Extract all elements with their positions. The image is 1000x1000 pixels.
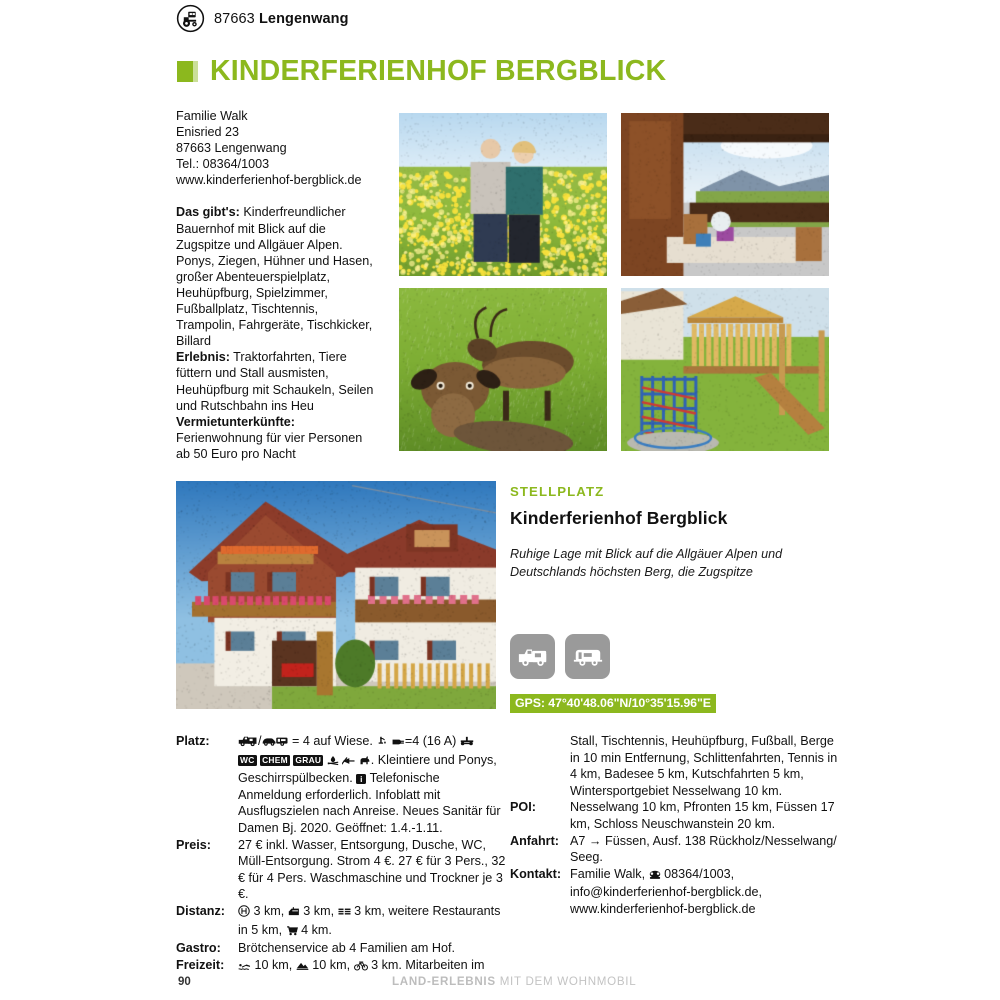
spec-label: Anfahrt: [510, 833, 559, 848]
spec-row-distanz [176, 903, 506, 940]
spec-label: Gastro: [176, 941, 221, 956]
bicycle-icon [354, 959, 368, 976]
campfire-icon [327, 754, 339, 771]
info-section-text: Ferienwohnung für vier Personen ab 50 Euro pro Nacht [176, 430, 363, 461]
photo-farmhouse [176, 481, 496, 709]
spec-value: Nesselwang 10 km, Pfronten 15 km, Füssen 17 km, Schloss Neuschwanstein 20 km. [570, 800, 835, 831]
info-section-label: Das gibt's: [176, 205, 240, 220]
photo-balcony-view [621, 113, 829, 276]
stellplatz-icon-row [510, 634, 610, 679]
footer-brand-bold: LAND-ERLEBNIS [392, 975, 496, 988]
gps-badge: GPS: 47°40'48.06"N/10°35'15.96"E [510, 694, 716, 713]
contact-name: Familie Walk, [570, 866, 649, 881]
platz-count-text: = 4 auf Wiese. [288, 734, 377, 748]
platz-tail-text: Telefonische Anmeldung erforderlich. Infoblatt mit Ausflugszielen nach Anreise. Neues Sanitär für Damen Bj. 2020. Geöffnet: 1.4.-1.11. [238, 771, 501, 835]
spec-value [238, 957, 506, 976]
tag-wc: WC [240, 754, 255, 765]
power-text: =4 (16 A) [404, 734, 460, 748]
address-block [176, 108, 376, 188]
swimming-icon [238, 959, 251, 976]
disposal-icon [460, 735, 474, 752]
info-section-text: Traktorfahrten, Tiere füttern und Stall ausmisten, Heuhüpfburg mit Schaukeln, Seilen und Rutschbahn ins Heu [176, 350, 374, 413]
address-line: Tel.: 08364/1003 [176, 157, 270, 172]
telephone-icon [649, 868, 661, 885]
spec-label: Kontakt: [510, 866, 562, 881]
tag-chem: CHEM [262, 754, 288, 765]
info-section-erlebnis [176, 349, 376, 413]
spec-row-freizeit-continued [510, 733, 845, 799]
address-website[interactable]: www.kinderferienhof-bergblick.de [176, 173, 362, 188]
info-section-vermietunterkuenfte [176, 414, 376, 462]
tractor-icon [176, 4, 205, 33]
info-section-label: Erlebnis: [176, 350, 230, 365]
bus-stop-icon [238, 905, 250, 922]
restaurant-icon [338, 905, 351, 922]
car-caravan-icon [262, 735, 289, 752]
stellplatz-kicker: STELLPLATZ [510, 484, 605, 499]
sep-slash: / [258, 734, 262, 748]
hiking-icon [296, 959, 309, 976]
spec-label: Distanz: [176, 903, 225, 918]
contact-details: 08364/1003, info@kinderferienhof-bergblick.de, www.kinderferienhof-bergblick.de [570, 866, 762, 916]
stellplatz-title: Kinderferienhof Bergblick [510, 508, 728, 528]
leisure-text: 10 km, [308, 957, 354, 972]
power-plug-icon [391, 735, 405, 752]
spec-table-left [176, 733, 506, 975]
motorhome-small-icon [238, 735, 258, 752]
footer-brand [392, 975, 636, 988]
page-title [177, 57, 666, 86]
info-box-icon: i [356, 774, 366, 784]
spec-row-platz [176, 733, 506, 837]
caravan-icon [565, 634, 610, 679]
spec-row-kontakt [510, 866, 845, 918]
bakery-icon [288, 905, 300, 922]
title-text: KINDERFERIENHOF BERGBLICK [210, 55, 667, 87]
photo-playground [621, 288, 829, 451]
title-square-icon [177, 61, 198, 82]
footer-brand-rest: MIT DEM WOHNMOBIL [495, 975, 637, 988]
shopping-cart-icon [286, 924, 298, 941]
spec-value [238, 903, 506, 940]
info-section-text: Kinderfreundlicher Bauernhof mit Blick auf die Zugspitze und Allgäuer Alpen. Ponys, Ziegen, Hühner und Hasen, großer Abenteuerspielplatz, Heuhüpfburg, Spielzimmer, Fußballplatz, Tischtennis, Trampolin, Fahrgeräte, Tischkicker, Billard [176, 205, 373, 349]
water-tap-icon [376, 735, 387, 752]
motorhome-icon [510, 634, 555, 679]
info-column [176, 108, 376, 462]
address-line: Familie Walk [176, 109, 248, 123]
spec-value: 27 € inkl. Wasser, Entsorgung, Dusche, WC, Müll-Entsorgung. Strom 4 €. 27 € für 3 Pers., 32 € für 4 Pers. Waschmaschine und Trockner je 3 €. [238, 837, 506, 902]
spec-label: Preis: [176, 837, 212, 852]
spec-row-preis [176, 837, 506, 903]
spec-value: Stall, Tischtennis, Heuhüpfburg, Fußball, Berge in 10 min Entfernung, Schlittenfahrten, Tennis in 4 km, Badesee 5 km, Kutschfahrten 5 km, Wintersportgebiet Nesselwang 10 km. [570, 734, 838, 798]
page-number: 90 [178, 976, 191, 988]
photo-couple-in-meadow [399, 113, 607, 276]
spec-row-anfahrt [510, 833, 845, 866]
location-label [214, 11, 349, 27]
location-header [176, 4, 349, 33]
spec-label: Platz: [176, 734, 210, 748]
info-section-das-gibts [176, 204, 376, 349]
photo-goats [399, 288, 607, 451]
spec-value: A7 → Füssen, Ausf. 138 Rückholz/Nesselwang/ Seeg. [570, 833, 837, 865]
spec-label: Freizeit: [176, 957, 225, 972]
distance-text: 3 km, weitere Restaurants in 5 km, [238, 903, 501, 937]
address-line: 87663 Lengenwang [176, 141, 287, 156]
no-fishing-icon [342, 754, 355, 771]
spec-row-poi [510, 799, 845, 832]
spec-value [570, 866, 845, 918]
leisure-text: 10 km, [251, 957, 296, 972]
place-name: Lengenwang [258, 10, 349, 27]
distance-text: 3 km, [299, 903, 338, 918]
stellplatz-subtitle: Ruhige Lage mit Blick auf die Allgäuer Alpen und Deutschlands höchsten Berg, die Zugspitze [510, 547, 783, 579]
spec-row-freizeit [176, 957, 506, 976]
pony-icon [359, 754, 371, 771]
info-section-label: Vermietunterkünfte: [176, 414, 295, 429]
spec-table-right [510, 733, 845, 918]
platz-extra-text: . Kleintiere und Ponys, Geschirrspülbecken. [238, 752, 497, 786]
distance-text: 3 km, [250, 903, 288, 918]
leisure-text: 3 km. Mitarbeiten im [367, 957, 485, 972]
distance-text: 4 km. [297, 922, 332, 937]
spec-row-gastro [176, 940, 506, 957]
tag-grau: GRAU [295, 754, 322, 765]
postal-code: 87663 [214, 10, 255, 27]
address-line: Enisried 23 [176, 125, 240, 140]
spec-label: POI: [510, 800, 536, 815]
spec-value [238, 733, 506, 837]
spec-value: Brötchenservice ab 4 Familien am Hof. [238, 941, 455, 956]
